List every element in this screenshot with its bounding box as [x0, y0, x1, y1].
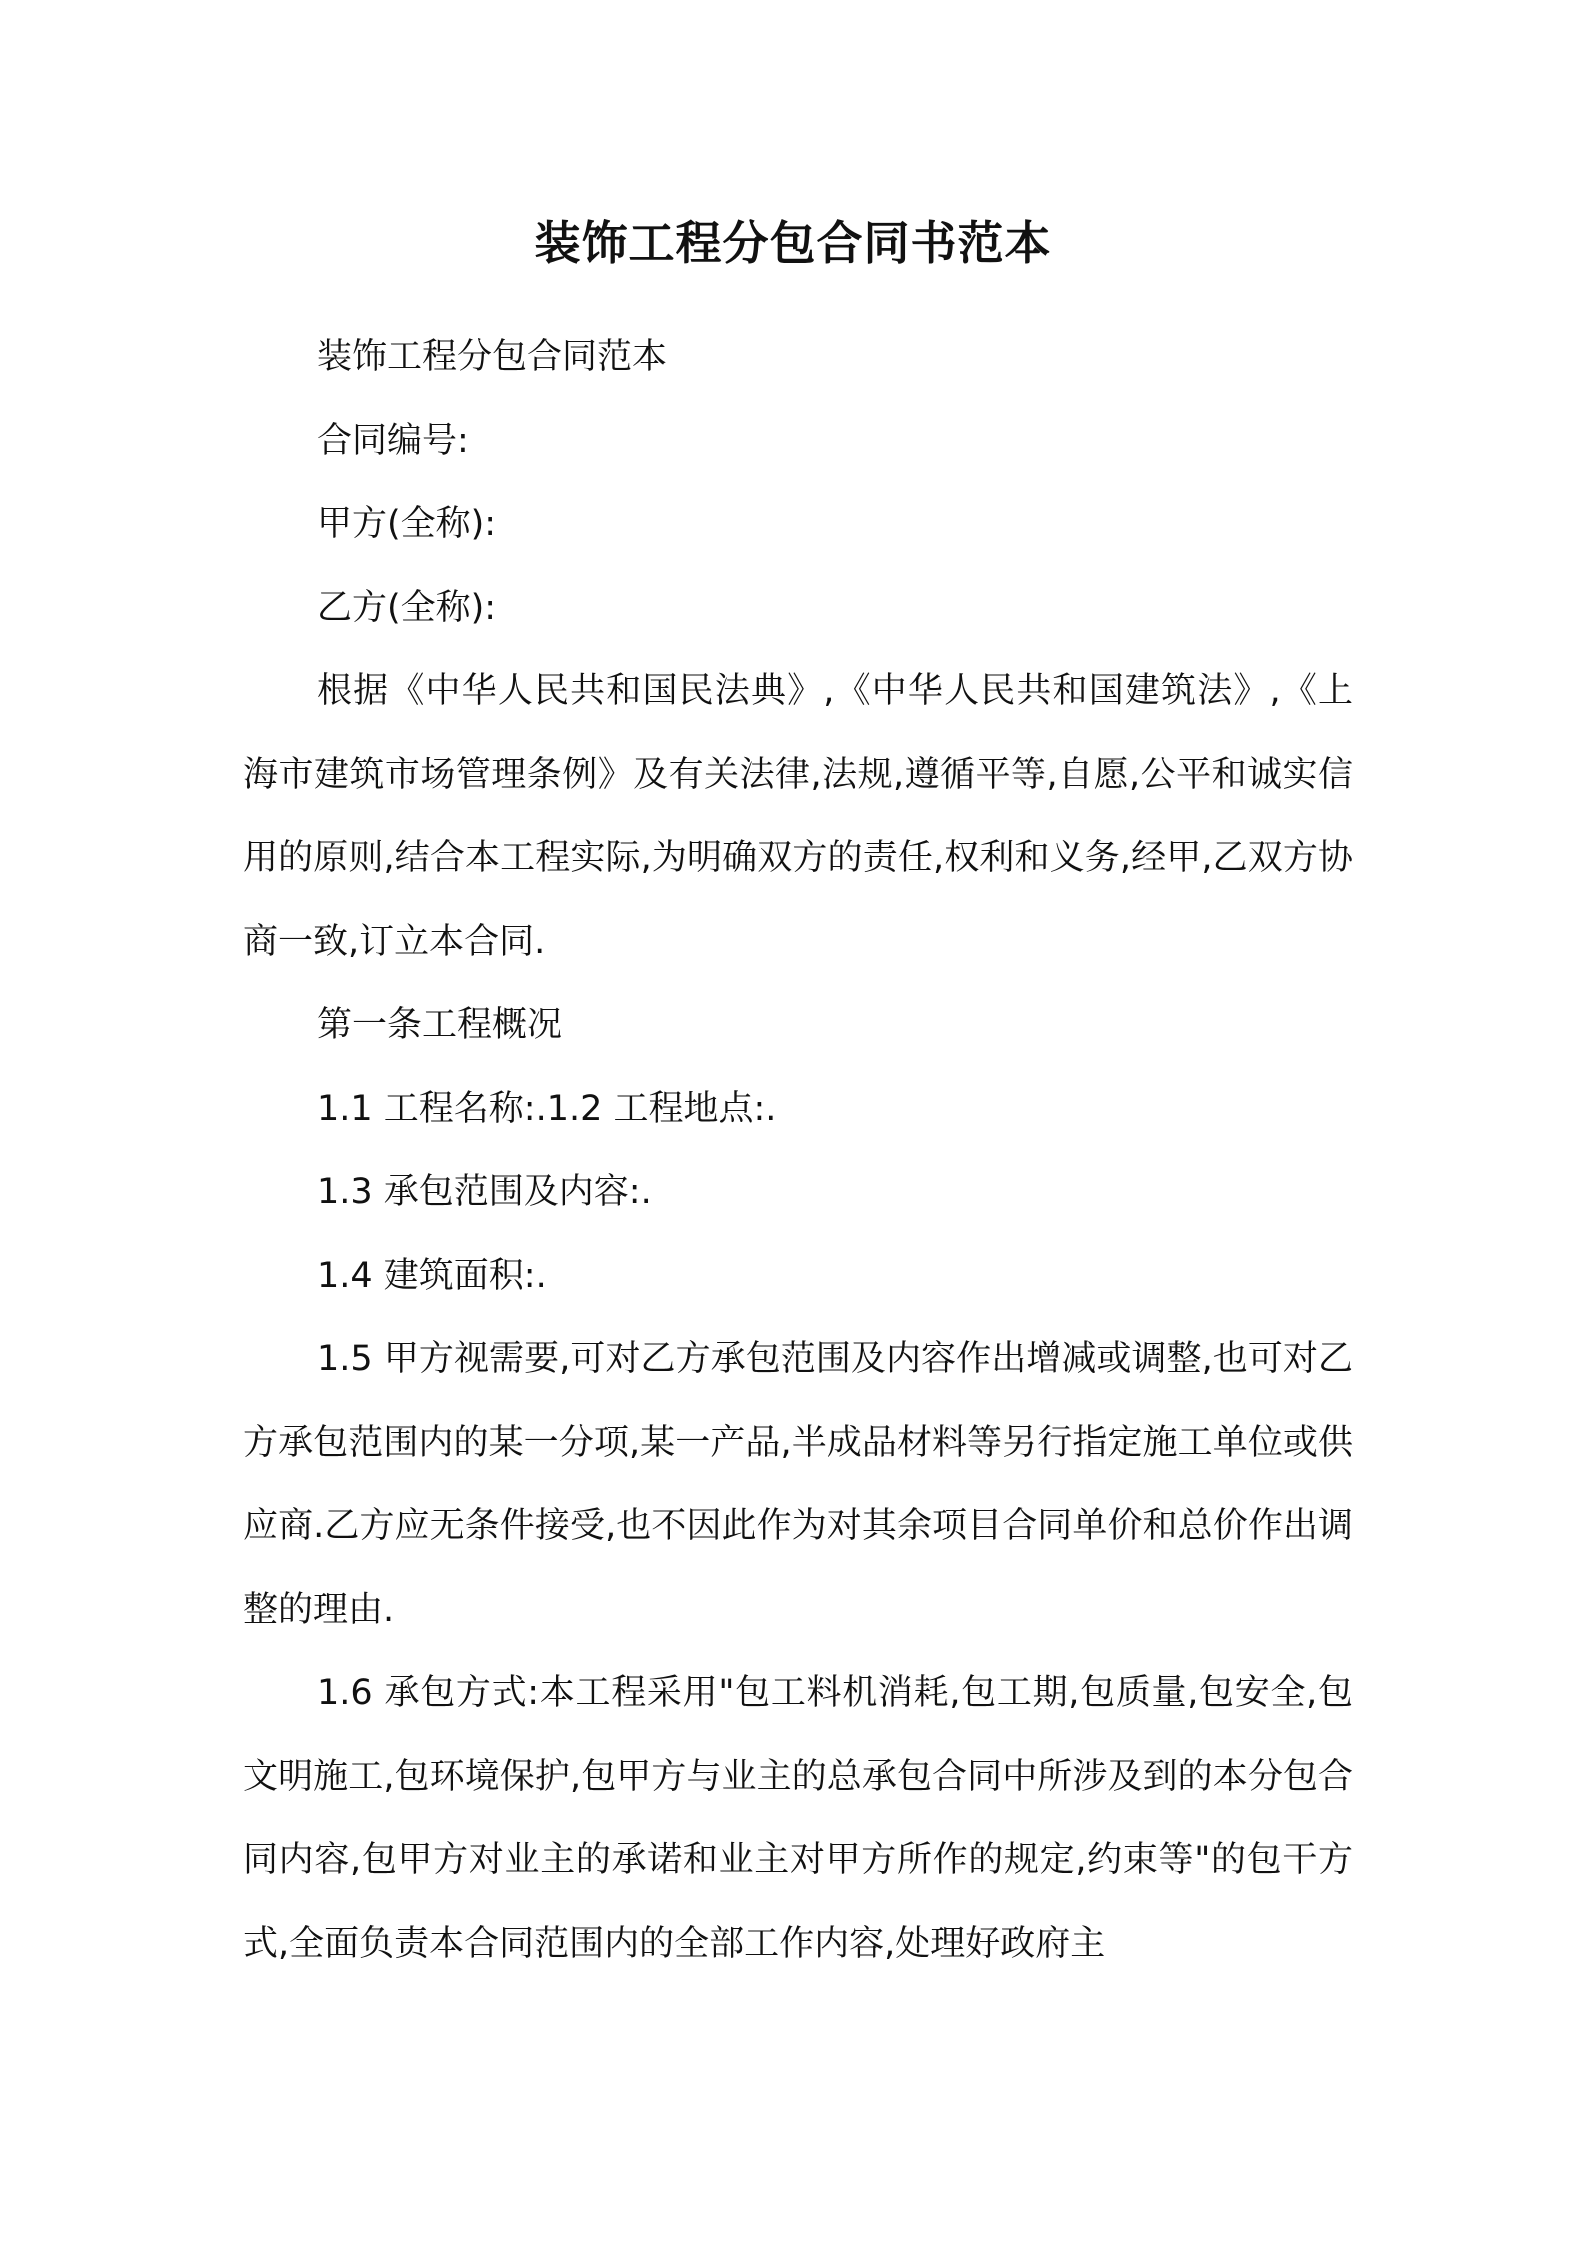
paragraph-clause-1-3: 1.3 承包范围及内容:.: [317, 1172, 652, 1212]
paragraph-clause-1-6: 1.6 承包方式:本工程采用"包工料机消耗,包工期,包质量,包安全,包文明施工,包环境保护,包甲方与业主的总承包合同中所涉及到的本分包合同内容,包甲方对业主的承诺和业主对甲方所作的规定,约束等"的包干方式,全面负责本合同范围内的全部工作内容,处理好政府主: [243, 1673, 1353, 1964]
paragraph-clause-1-5: 1.5 甲方视需要,可对乙方承包范围及内容作出增减或调整,也可对乙方承包范围内的某一分项,某一产品,半成品材料等另行指定施工单位或供应商.乙方应无条件接受,也不因此作为对其余项目合同单价和总价作出调整的理由.: [243, 1339, 1353, 1630]
paragraph-preamble: 根据《中华人民共和国民法典》,《中华人民共和国建筑法》,《上海市建筑市场管理条例》及有关法律,法规,遵循平等,自愿,公平和诚实信用的原则,结合本工程实际,为明确双方的责任,权利和义务,经甲,乙双方协商一致,订立本合同.: [243, 671, 1353, 962]
paragraph-clause-1-4: 1.4 建筑面积:.: [317, 1255, 547, 1296]
paragraph-clause-1-1: 1.1 工程名称:.1.2 工程地点:.: [317, 1088, 777, 1129]
document-title: 装饰工程分包合同书范本: [534, 216, 1052, 270]
paragraph-party-a: 甲方(全称):: [317, 504, 497, 544]
paragraph-subtitle: 装饰工程分包合同范本: [317, 337, 668, 377]
paragraph-party-b: 乙方(全称):: [317, 587, 497, 628]
paragraph-article-one-heading: 第一条工程概况: [317, 1005, 563, 1045]
paragraph-contract-number: 合同编号:: [317, 420, 469, 461]
document-body: [243, 316, 1353, 1986]
